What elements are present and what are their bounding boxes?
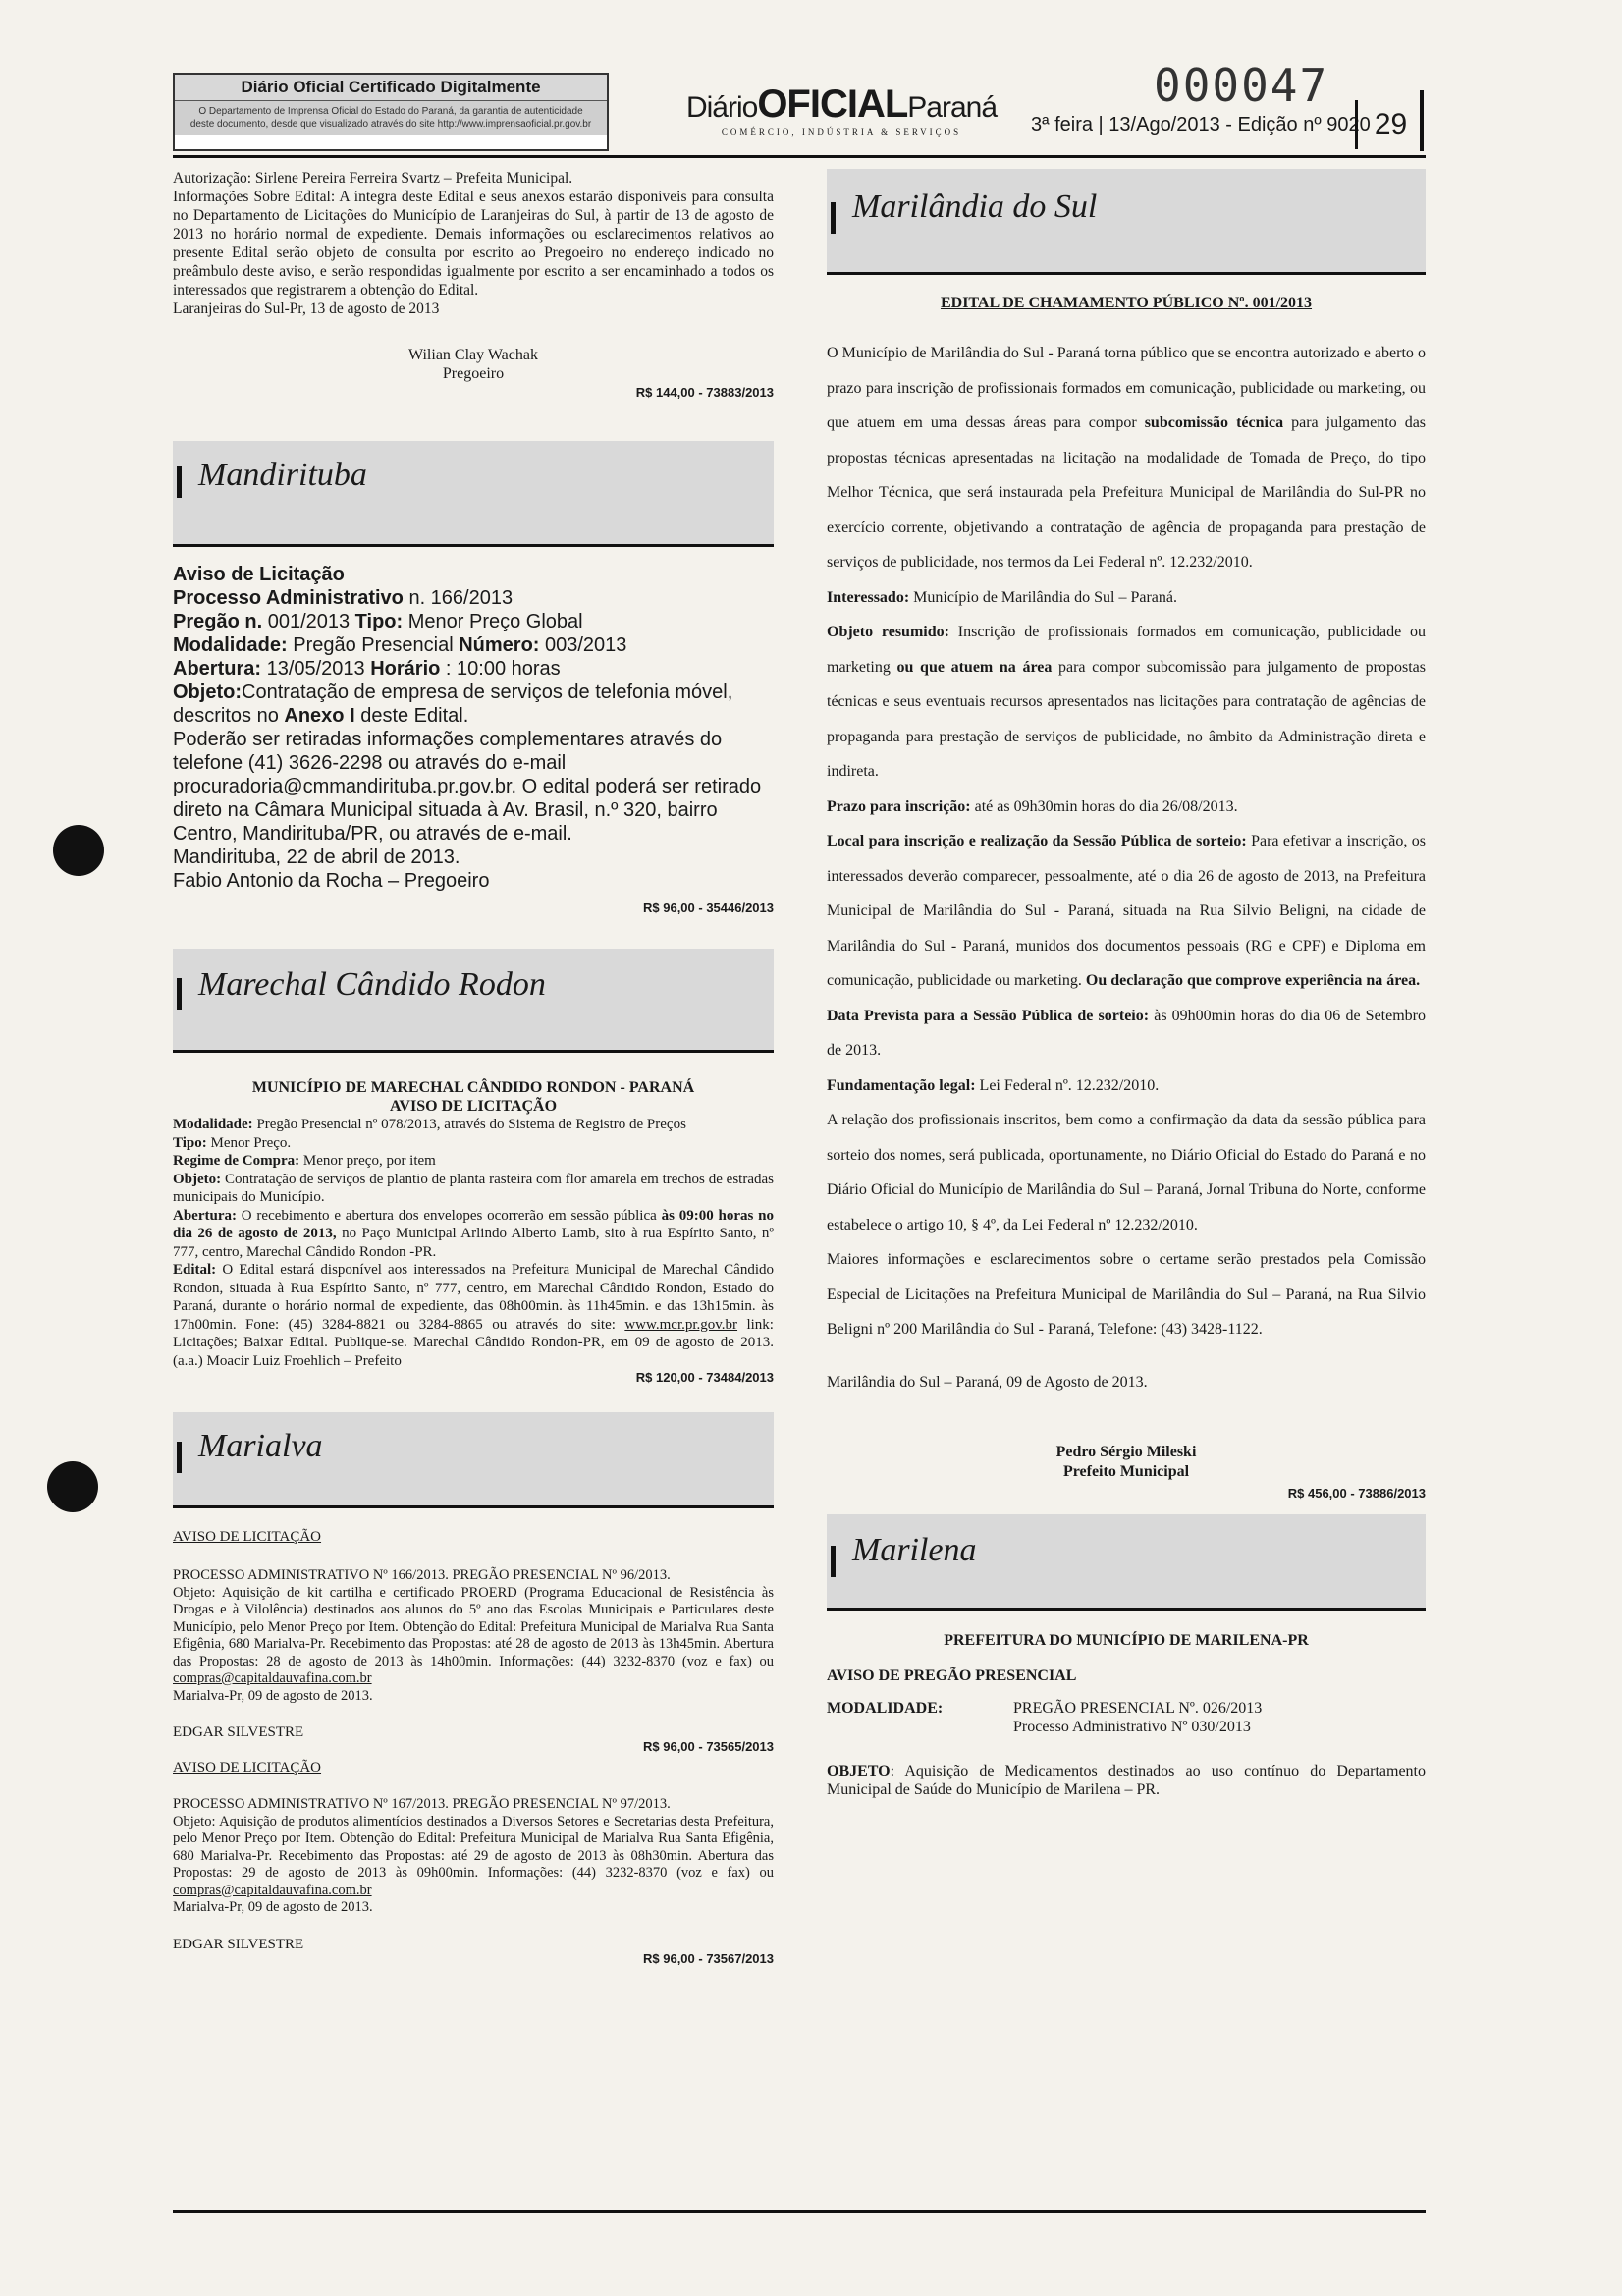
- marilandia-bold: subcomissão técnica: [1144, 414, 1284, 431]
- marilena-aviso: AVISO DE PREGÃO PRESENCIAL: [827, 1667, 1077, 1684]
- section-title-marilandia: Marilândia do Sul: [852, 189, 1098, 225]
- label: Abertura:: [173, 1207, 237, 1224]
- section-band-mandirituba: [173, 441, 774, 547]
- section-title-marialva: Marialva: [198, 1428, 323, 1464]
- logo-sub: COMÉRCIO, INDÚSTRIA & SERVIÇOS: [721, 127, 962, 137]
- value: 003/2013: [539, 634, 627, 656]
- page-number-bar: [1420, 90, 1424, 151]
- label: Data Prevista para a Sessão Pública de sorteio:: [827, 1007, 1150, 1024]
- marechal-title2: AVISO DE LICITAÇÃO: [389, 1098, 558, 1115]
- cert-title: Diário Oficial Certificado Digitalmente: [175, 75, 607, 101]
- section-band-marialva: [173, 1412, 774, 1508]
- value: Contratação de serviços de plantio de planta rasteira com flor amarela em trechos de estradas municipais do Município.: [173, 1171, 774, 1205]
- header-rule: [173, 155, 1426, 158]
- page-number: 29: [1355, 100, 1424, 149]
- marilandia-body: [827, 336, 1426, 1399]
- laranjeiras-auth: Autorização: Sirlene Pereira Ferreira Svartz – Prefeita Municipal.: [173, 170, 573, 187]
- label: Local para inscrição e realização da Sessão Pública de sorteio:: [827, 833, 1247, 849]
- label: Tipo:: [354, 611, 404, 632]
- section-marker: [177, 1442, 182, 1473]
- label: Fundamentação legal:: [827, 1076, 976, 1094]
- marialva-object-2: Objeto: Aquisição de produtos alimentícios destinados a Diversos Setores e Secretarias desta Prefeitura, pelo Menor Preço por Item. Obtenção do Edital: Prefeitura Municipal de Marialva Rua Santa Efigênia, 680 Marialva-Pr. Recebimento das Propostas: até 29 de agosto de 2013 às 08h30min. Abertura das Propostas: 29 de agosto de 2013 às 09h00min. Informações: (44) 3232-8370 (voz e fax) ou: [173, 1813, 774, 1881]
- label: Tipo:: [173, 1134, 207, 1151]
- mandirituba-l7: Poderão ser retiradas informações complementares através do telefone (41) 3626-2298 ou através do e-mail procuradoria@cmmandirituba.pr.gov.br. O edital poderá ser retirado direto na Câmara Municipal situada à Av. Brasil, n.º 320, bairro Centro, Mandirituba/PR, ou através de e-mail.: [173, 729, 762, 845]
- marilandia-place-date: Marilândia do Sul – Paraná, 09 de Agosto de 2013.: [827, 1373, 1148, 1391]
- marialva-email-1[interactable]: compras@capitaldauvafina.com.br: [173, 1670, 372, 1686]
- value-bold: Ou declaração que comprove experiência na área.: [1081, 972, 1421, 989]
- label: Edital:: [173, 1262, 217, 1278]
- label: Número:: [459, 634, 540, 656]
- marilandia-intro: O Município de Marilândia do Sul - Paraná torna público que se encontra autorizado e aberto o prazo para inscrição de profissionais formados em comunicação, publicidade ou marketing, ou que atuem em uma dessas áreas para compor: [827, 345, 1426, 431]
- marilena-title: PREFEITURA DO MUNICÍPIO DE MARILENA-PR: [944, 1632, 1309, 1649]
- certification-box: [173, 73, 609, 151]
- laranjeiras-price: R$ 144,00 - 73883/2013: [635, 385, 774, 400]
- value: no Paço Municipal Arlindo Alberto Lamb, sito à rua Espírito Santo, nº 777, centro, Marechal Cândido Rondon -PR.: [173, 1226, 775, 1260]
- marilandia-price: R$ 456,00 - 73886/2013: [1287, 1486, 1426, 1501]
- label: Processo Administrativo: [173, 587, 404, 609]
- value: O recebimento e abertura dos envelopes ocorrerão em sessão pública: [236, 1207, 662, 1224]
- value: n. 166/2013: [403, 587, 514, 609]
- section-band-marilandia: [827, 169, 1426, 275]
- value: : 10:00 horas: [440, 658, 561, 680]
- marialva-date-2: Marialva-Pr, 09 de agosto de 2013.: [173, 1899, 373, 1915]
- value: Menor Preço.: [206, 1134, 292, 1151]
- laranjeiras-place-date: Laranjeiras do Sul-Pr, 13 de agosto de 2013: [173, 301, 440, 317]
- label: Objeto:: [173, 1171, 222, 1187]
- section-marker: [177, 978, 182, 1010]
- value: para compor subcomissão para julgamento de propostas técnicas e seus eventuais recursos apresentados nas licitações para contratação de agências de propaganda para prestação de serviços de publicidade, no âmbito da Administração direta e indireta.: [827, 658, 1426, 780]
- logo-main: OFICIAL: [757, 82, 908, 126]
- value: 13/05/2013: [261, 658, 371, 680]
- marialva-notice-1: [173, 1567, 774, 1705]
- label: Modalidade:: [173, 1117, 253, 1132]
- label: Prazo para inscrição:: [827, 797, 971, 815]
- cert-text: O Departamento de Imprensa Oficial do Estado do Paraná, da garantia de autenticidade deste documento, desde que visualizado através do site http://www.imprensaoficial.pr.gov.br: [175, 101, 607, 135]
- value: Município de Marilândia do Sul – Paraná.: [909, 588, 1177, 606]
- value: link: Licitações; Baixar Edital. Publique-se. Marechal Cândido Rondon-PR, em 09 de agosto de 2013. (a.a.) Moacir Luiz Froehlich – Prefeito: [173, 1316, 774, 1369]
- laranjeiras-info: Informações Sobre Edital: A íntegra deste Edital e seus anexos estarão disponíveis para consulta no Departamento de Licitações do Município de Laranjeiras do Sul, à partir de 13 de agosto de 2013 no horário normal de expediente. Demais informações ou esclarecimentos relativos ao presente Edital serão objeto de consulta por escrito ao Pregoeiro no endereço indicado no preâmbulo deste aviso, e serão respondidas igualmente por escrito a ser encaminhado a todos os interessados que registrarem a obtenção do Edital.: [173, 189, 774, 299]
- section-marker: [831, 202, 836, 234]
- marialva-process-2: PROCESSO ADMINISTRATIVO Nº 167/2013. PREGÃO PRESENCIAL Nº 97/2013.: [173, 1796, 671, 1812]
- value: O Edital estará disponível aos interessados na Prefeitura Municipal de Marechal Cândido Rondon, situada à Rua Espírito Santo, nº 777, centro, em Marechal Cândido Rondon, Estado do Paraná, durante o horário normal de expediente, das 08h00min. às 11h45min. e das 13h15min. às 17h00min. Fone: (45) 3284-8821 ou 3284-8865 ou através do site:: [173, 1262, 774, 1333]
- section-title-marechal: Marechal Cândido Rodon: [198, 966, 546, 1003]
- marialva-signer-2: EDGAR SILVESTRE: [173, 1936, 304, 1952]
- right-column: [827, 169, 1426, 1799]
- label: Objeto resumido:: [827, 624, 949, 640]
- value-bold: às 09:00 horas no dia 26 de agosto de 2013,: [173, 1207, 774, 1241]
- section-title-mandirituba: Mandirituba: [198, 457, 367, 493]
- value: até as 09h30min horas do dia 26/08/2013.: [970, 797, 1238, 815]
- marialva-price-1: R$ 96,00 - 73565/2013: [643, 1739, 774, 1754]
- edition-info: 3ª feira | 13/Ago/2013 - Edição nº 9020: [1031, 114, 1371, 136]
- marilandia-intro-cont: para julgamento das propostas técnicas apresentadas na licitação na modalidade de Tomada de Preço, do tipo Melhor Técnica, que será instaurada pela Prefeitura Municipal de Marilândia do Sul-PR no exercício corrente, objetivando a contratação de agência de propaganda para prestação de serviços de publicidade, nos termos da Lei Federal nº. 12.232/2010.: [827, 414, 1427, 571]
- section-marker: [177, 466, 182, 498]
- marilena-mod-label: MODALIDADE:: [827, 1700, 944, 1717]
- mandirituba-l1: Aviso de Licitação: [173, 564, 345, 585]
- label: Objeto:: [173, 682, 242, 703]
- marialva-signer-1: EDGAR SILVESTRE: [173, 1724, 304, 1740]
- value: Lei Federal nº. 12.232/2010.: [975, 1076, 1160, 1094]
- section-title-marilena: Marilena: [852, 1532, 977, 1568]
- value-bold: ou que atuem na área: [896, 658, 1053, 676]
- value: deste Edital.: [354, 705, 469, 727]
- marilandia-title: EDITAL DE CHAMAMENTO PÚBLICO Nº. 001/2013: [940, 295, 1313, 311]
- value: 001/2013: [262, 611, 355, 632]
- label: Anexo I: [284, 705, 355, 727]
- marialva-email-2[interactable]: compras@capitaldauvafina.com.br: [173, 1882, 372, 1898]
- section-band-marilena: [827, 1514, 1426, 1611]
- punch-hole: [47, 1461, 98, 1512]
- laranjeiras-signer: Wilian Clay Wachak: [408, 347, 538, 363]
- value: Menor Preço Global: [403, 611, 583, 632]
- bottom-rule: [173, 2210, 1426, 2213]
- marilandia-p3: Maiores informações e esclarecimentos sobre o certame serão prestados pela Comissão Especial de Licitações na Prefeitura Municipal de Marilândia do Sul – Paraná, na Rua Silvio Beligni nº 200 Marilândia do Sul - Paraná, Telefone: (43) 3428-1122.: [827, 1251, 1426, 1338]
- marilena-mod-value: PREGÃO PRESENCIAL Nº. 026/2013: [1013, 1700, 1263, 1717]
- logo-post: Paraná: [907, 91, 998, 124]
- section-marker: [831, 1546, 836, 1577]
- marechal-price: R$ 120,00 - 73484/2013: [635, 1370, 774, 1385]
- marilandia-role: Prefeito Municipal: [1062, 1463, 1190, 1480]
- marechal-body: [173, 1116, 774, 1370]
- label: Pregão n.: [173, 611, 263, 632]
- value: às 09h00min horas do dia 06 de Setembro de 2013.: [827, 1007, 1427, 1059]
- marilandia-signer: Pedro Sérgio Mileski: [1055, 1444, 1197, 1460]
- value: Para efetivar a inscrição, os interessados deverão comparecer, pessoalmente, até o dia 26 de agosto de 2013, na Prefeitura Municipal de Marilândia do Sul - Paraná, situada na Rua Silvio Beligni, na cidade de Marilândia do Sul - Paraná, munidos dos documentos pessoais (RG e CPF) e Diploma em comunicação, publicidade ou marketing.: [827, 833, 1427, 989]
- marialva-process-1: PROCESSO ADMINISTRATIVO Nº 166/2013. PREGÃO PRESENCIAL Nº 96/2013.: [173, 1567, 671, 1583]
- value: Inscrição de profissionais formados em comunicação, publicidade ou marketing: [827, 624, 1427, 676]
- value: Menor preço, por item: [299, 1153, 436, 1169]
- laranjeiras-role: Pregoeiro: [442, 365, 505, 382]
- value: Pregão Presencial nº 078/2013, através do Sistema de Registro de Preços: [252, 1117, 686, 1132]
- mandirituba-l9: Fabio Antonio da Rocha – Pregoeiro: [173, 870, 490, 892]
- section-band-marechal: [173, 949, 774, 1053]
- mandirituba-notice: [173, 563, 774, 893]
- label: Modalidade:: [173, 634, 288, 656]
- mandirituba-l8: Mandirituba, 22 de abril de 2013.: [173, 847, 460, 868]
- punch-hole: [53, 825, 104, 876]
- marilena-process: Processo Administrativo Nº 030/2013: [1013, 1719, 1251, 1735]
- label: Interessado:: [827, 588, 910, 606]
- marialva-heading-2: AVISO DE LICITAÇÃO: [173, 1760, 322, 1776]
- marechal-site-link[interactable]: www.mcr.pr.gov.br: [624, 1316, 738, 1333]
- marialva-date-1: Marialva-Pr, 09 de agosto de 2013.: [173, 1687, 373, 1704]
- value: Pregão Presencial: [287, 634, 460, 656]
- marilena-obj-label: OBJETO: [827, 1763, 891, 1779]
- marialva-price-2: R$ 96,00 - 73567/2013: [643, 1950, 774, 1966]
- mandirituba-price: R$ 96,00 - 35446/2013: [643, 901, 774, 915]
- page-stamp: 000047: [1154, 59, 1329, 112]
- left-column: [173, 169, 774, 1966]
- marechal-title1: MUNICÍPIO DE MARECHAL CÂNDIDO RONDON - PARANÁ: [251, 1079, 695, 1096]
- marialva-notice-2: [173, 1796, 774, 1917]
- logo-pre: Diário: [685, 91, 758, 124]
- value: Contratação de empresa de serviços de telefonia móvel, descritos no: [173, 682, 733, 727]
- label: Horário: [370, 658, 441, 680]
- masthead-logo: [684, 82, 999, 141]
- marilandia-p2: A relação dos profissionais inscritos, bem como a confirmação da data da sessão pública para sorteio dos nomes, será publicada, oportunamente, no Diário Oficial do Estado do Paraná e no Diário Oficial do Município de Marilândia do Sul – Paraná, Jornal Tribuna do Norte, conforme estabelece o artigo 10, § 4º, da Lei Federal nº 12.232/2010.: [827, 1112, 1426, 1233]
- label: Abertura:: [173, 658, 262, 680]
- marilena-obj-value: : Aquisição de Medicamentos destinados ao uso contínuo do Departamento Municipal de Saúde do Município de Marilena – PR.: [827, 1763, 1426, 1798]
- label: Regime de Compra:: [173, 1153, 300, 1169]
- marialva-heading-1: AVISO DE LICITAÇÃO: [173, 1529, 322, 1545]
- marialva-object-1: Objeto: Aquisição de kit cartilha e certificado PROERD (Programa Educacional de Resistência às Drogas e à Vilolência) destinados aos alunos do 5º ano das Escolas Municipais e Particulares deste Município, pelo Menor Preço por Item. Obtenção do Edital: Prefeitura Municipal de Marialva Rua Santa Efigênia, 680 Marialva-Pr. Recebimento das Propostas: até 28 de agosto de 2013 às 13h45min. Abertura das Propostas: 28 de agosto de 2013 às 14h00min. Informações: (44) 3232-8370 (voz e fax) ou: [173, 1584, 774, 1669]
